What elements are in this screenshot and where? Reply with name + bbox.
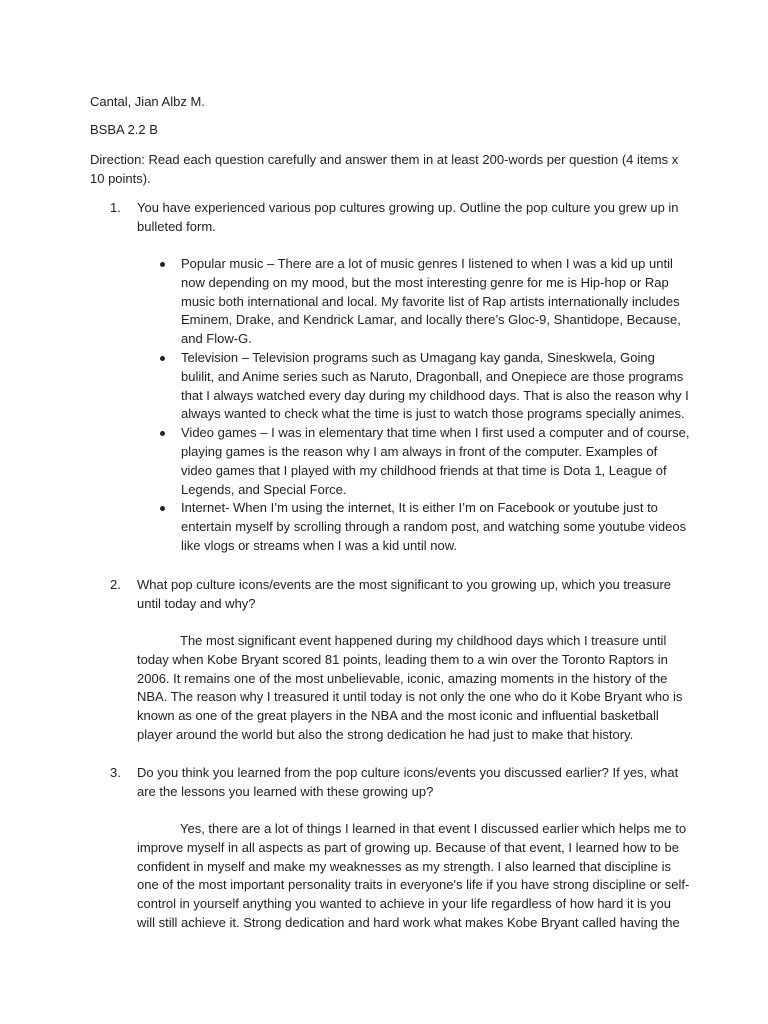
question-1	[110, 199, 690, 237]
list-item-text: Television – Television programs such as Umagang kay ganda, Sineskwela, Going bulilit, and Anime series such as Naruto, Dragonball, and Onepiece are those programs that I always watched every day during my childhood days. That is also the reason why I always wanted to check what the time is just to watch those programs specially animes.	[181, 349, 689, 422]
class-section: BSBA 2.2 B	[90, 122, 158, 137]
bullet-icon	[160, 506, 165, 511]
list-item	[160, 255, 690, 349]
pop-culture-list	[160, 255, 690, 556]
answer-3: Yes, there are a lot of things I learned in that event I discussed earlier which helps me to improve myself in all aspects as part of growing up. Because of that event, I learned how to be confident in myself and make my weaknesses as my strength. I also learned that discipline is one of the most important personality traits in everyone's life if you have strong discipline or self-control in yourself anything you wanted to achieve in your life regardless of how hard it is you will still achieve it. Strong dedication and hard work what makes Kobe Bryant called having the	[137, 821, 690, 930]
question-text: What pop culture icons/events are the most significant to you growing up, which you treasure until today and why?	[137, 577, 672, 611]
list-item-text: Popular music – There are a lot of music genres I listened to when I was a kid up until now depending on my mood, but the most interesting genre for me is Hip-hop or Rap music both international and local. My favorite list of Rap artists internationally includes Eminem, Drake, and Kendrick Lamar, and locally there’s Gloc-9, Shantidope, Because, and Flow-G.	[181, 256, 681, 347]
list-item	[160, 499, 690, 555]
list-item	[160, 424, 690, 499]
answer-2: The most significant event happened during my childhood days which I treasure until today when Kobe Bryant scored 81 points, leading them to a win over the Toronto Raptors in 2006. It remains one of the most unbelievable, iconic, amazing moments in the history of the NBA. The reason why I treasured it until today is not only the one who do it Kobe Bryant who is known as one of the great players in the NBA and the most iconic and influential basketball player around the world but also the strong dedication he had just to make that history.	[137, 633, 683, 742]
question-2	[110, 576, 690, 614]
bullet-icon	[160, 356, 165, 361]
bullet-icon	[160, 262, 165, 267]
question-text: You have experienced various pop cultures growing up. Outline the pop culture you grew up in bulleted form.	[137, 200, 679, 234]
question-number: 3.	[110, 765, 121, 780]
question-text: Do you think you learned from the pop culture icons/events you discussed earlier? If yes, what are the lessons you learned with these growing up?	[137, 765, 679, 799]
list-item	[160, 349, 690, 424]
question-3	[110, 764, 690, 802]
question-number: 2.	[110, 577, 121, 592]
list-item-text: Internet- When I’m using the internet, It is either I’m on Facebook or youtube just to entertain myself by scrolling through a random post, and watching some youtube videos like vlogs or streams when I was a kid until now.	[181, 500, 687, 553]
direction-text: Direction: Read each question carefully and answer them in at least 200-words per question (4 items x 10 points).	[90, 152, 679, 186]
list-item-text: Video games – I was in elementary that time when I first used a computer and of course, playing games is the reason why I am always in front of the computer. Examples of video games that I played with my childhood friends at that time is Dota 1, League of Legends, and Special Force.	[181, 425, 690, 497]
question-number: 1.	[110, 200, 121, 215]
bullet-icon	[160, 431, 165, 436]
author-name: Cantal, Jian Albz M.	[90, 94, 205, 109]
